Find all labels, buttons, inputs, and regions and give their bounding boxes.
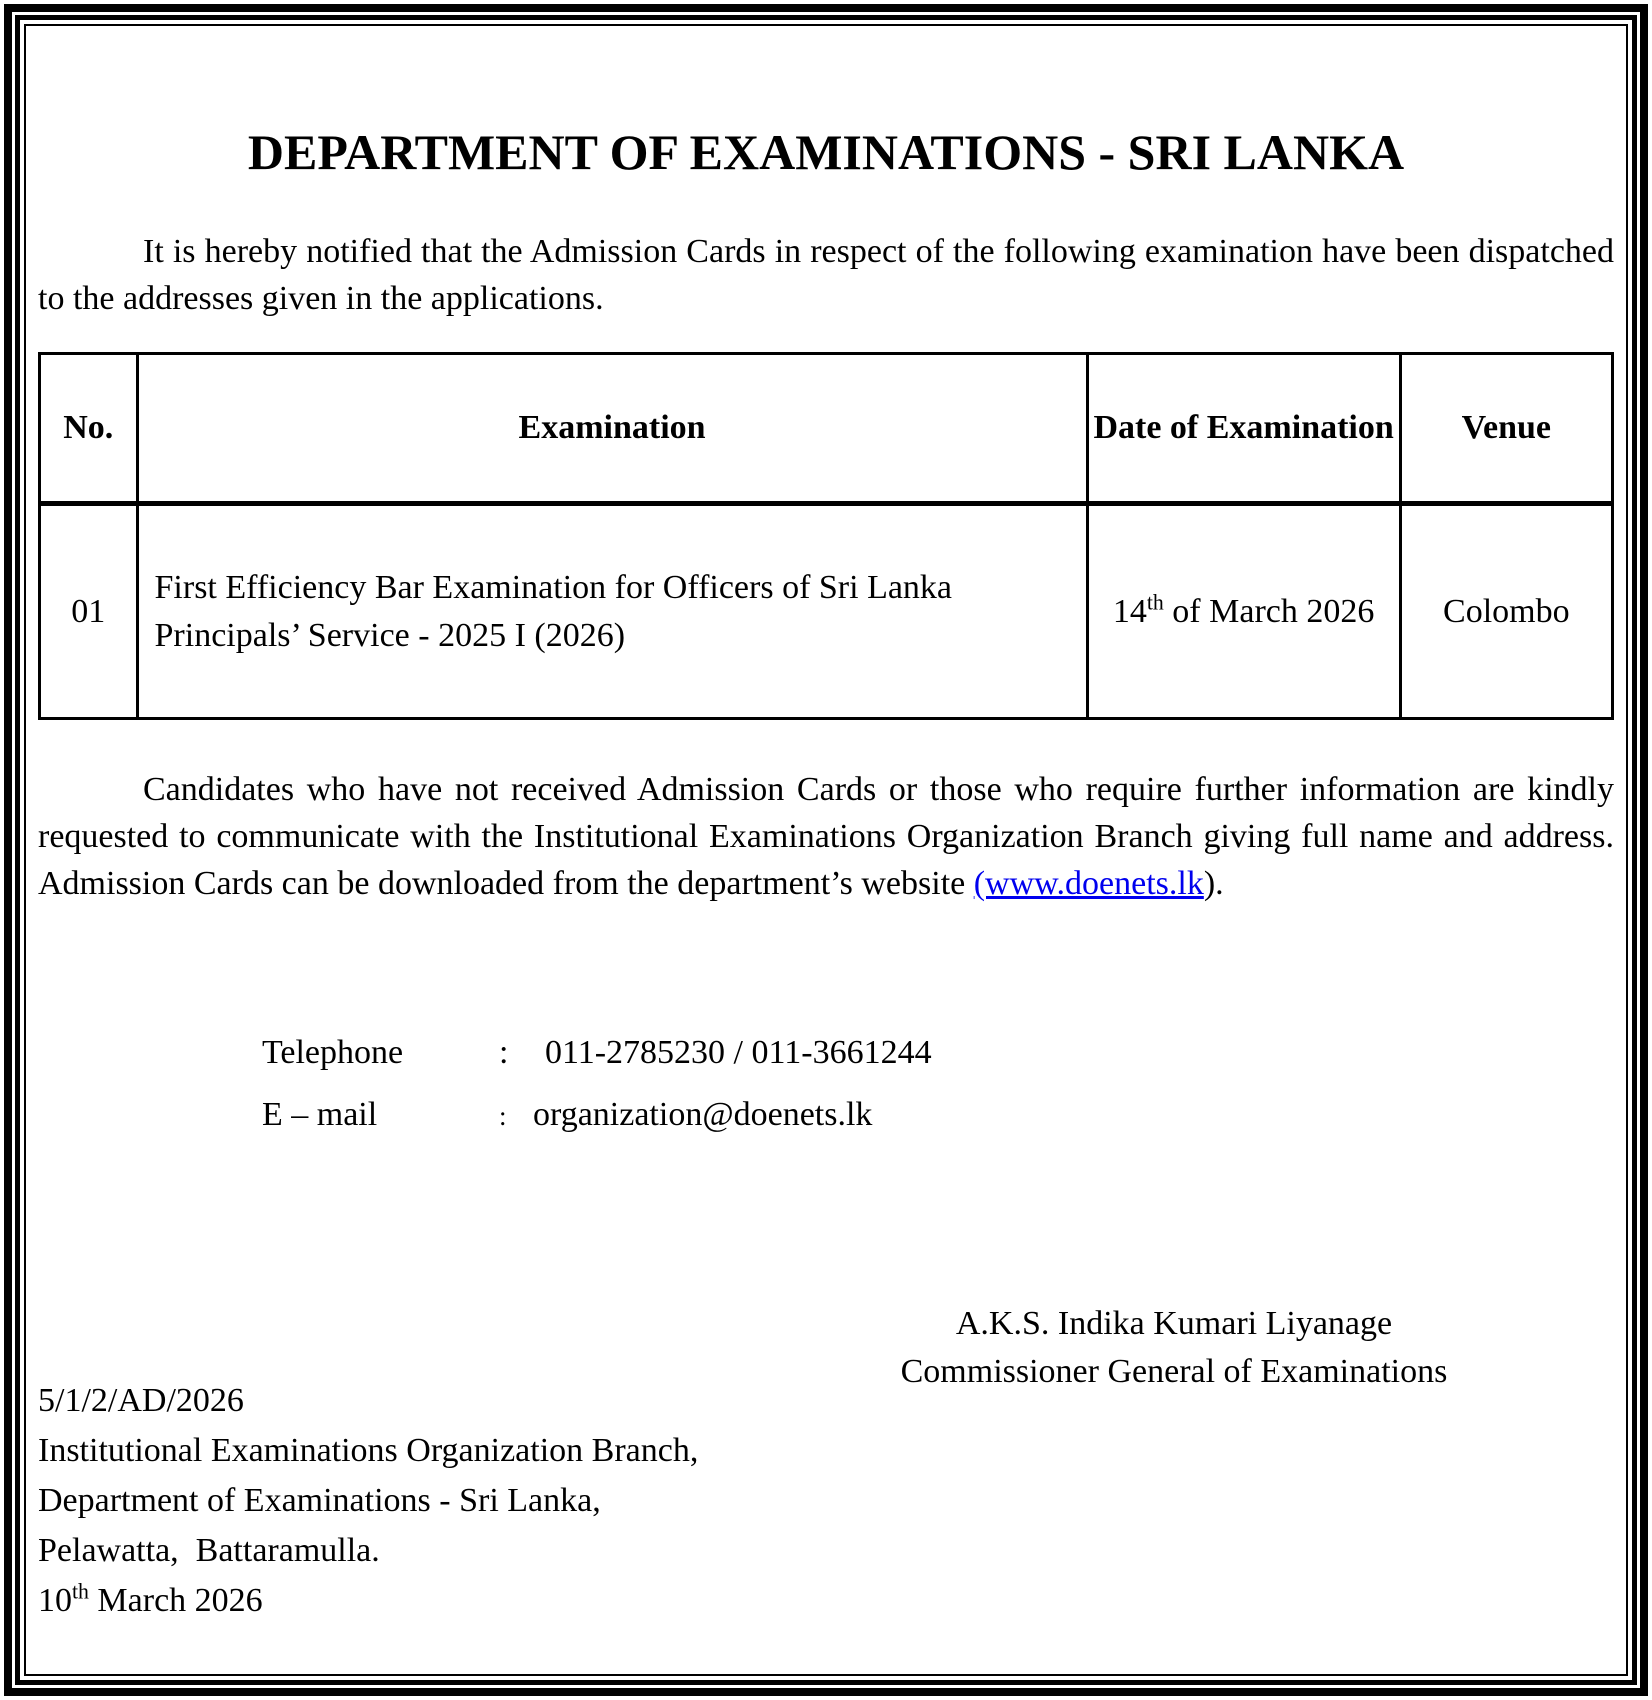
issue-date-rest: March 2026 <box>88 1582 263 1619</box>
middle-border-frame <box>15 15 1637 1685</box>
column-header-examination: Examination <box>137 354 1087 504</box>
date-ordinal-suffix: th <box>1146 590 1164 615</box>
outer-border-frame <box>4 4 1648 1696</box>
cell-no: 01 <box>40 504 138 719</box>
address-line: Pelawatta, Battaramulla. <box>38 1532 380 1569</box>
cell-examination-date <box>1087 504 1400 719</box>
issue-date-day: 10 <box>38 1582 72 1619</box>
intro-paragraph: It is hereby notified that the Admission Cards in respect of the following examination have been dispatched to the addresses given in the applications. <box>38 233 1614 317</box>
examination-table-header <box>40 354 1613 504</box>
email-row <box>262 1095 1614 1136</box>
branch-name: Institutional Examinations Organization Branch, <box>38 1432 699 1469</box>
telephone-row <box>262 1033 1614 1073</box>
column-header-date-of-examination: Date of Examination <box>1087 354 1400 504</box>
date-day: 14 <box>1112 592 1147 630</box>
inner-border-frame <box>24 24 1628 1676</box>
table-row <box>40 504 1613 719</box>
signature-block <box>854 1300 1494 1396</box>
footer-block <box>38 1376 1614 1626</box>
info-paragraph <box>38 766 1614 907</box>
examination-table-body <box>40 504 1613 719</box>
column-header-venue: Venue <box>1400 354 1612 504</box>
cell-examination-name: First Efficiency Bar Examination for Officers of Sri Lanka Principals’ Service - 2025 I (2026) <box>137 504 1087 719</box>
email-label: E – mail <box>262 1096 378 1133</box>
telephone-label: Telephone <box>262 1034 404 1071</box>
info-paragraph-closing: ). <box>1203 865 1224 902</box>
document-content <box>38 26 1614 1674</box>
examination-table <box>38 352 1614 720</box>
website-link[interactable]: (www.doenets.lk <box>973 865 1204 902</box>
email-colon: : <box>499 1101 507 1131</box>
contact-block <box>262 1033 1614 1136</box>
date-rest: of March 2026 <box>1163 592 1375 630</box>
signatory-designation: Commissioner General of Examinations <box>900 1353 1448 1390</box>
page-title: DEPARTMENT OF EXAMINATIONS - SRI LANKA <box>247 124 1405 180</box>
signatory-name: A.K.S. Indika Kumari Liyanage <box>955 1305 1393 1342</box>
table-header-row <box>40 354 1613 504</box>
issue-date-ordinal-suffix: th <box>72 1579 89 1604</box>
info-paragraph-text: Candidates who have not received Admission Cards or those who require further information are kindly requested to communicate with the Institutional Examinations Organization Branch giving full name and address. Admission Cards can be downloaded from the department’s website <box>38 771 1614 902</box>
telephone-colon: : <box>499 1034 509 1071</box>
email-value: organization@doenets.lk <box>533 1096 873 1133</box>
column-header-no: No. <box>40 354 138 504</box>
issue-date <box>38 1576 1614 1626</box>
telephone-value: 011-2785230 / 011-3661244 <box>545 1034 932 1071</box>
department-name: Department of Examinations - Sri Lanka, <box>38 1482 601 1519</box>
cell-venue: Colombo <box>1400 504 1612 719</box>
reference-number: 5/1/2/AD/2026 <box>38 1382 244 1419</box>
